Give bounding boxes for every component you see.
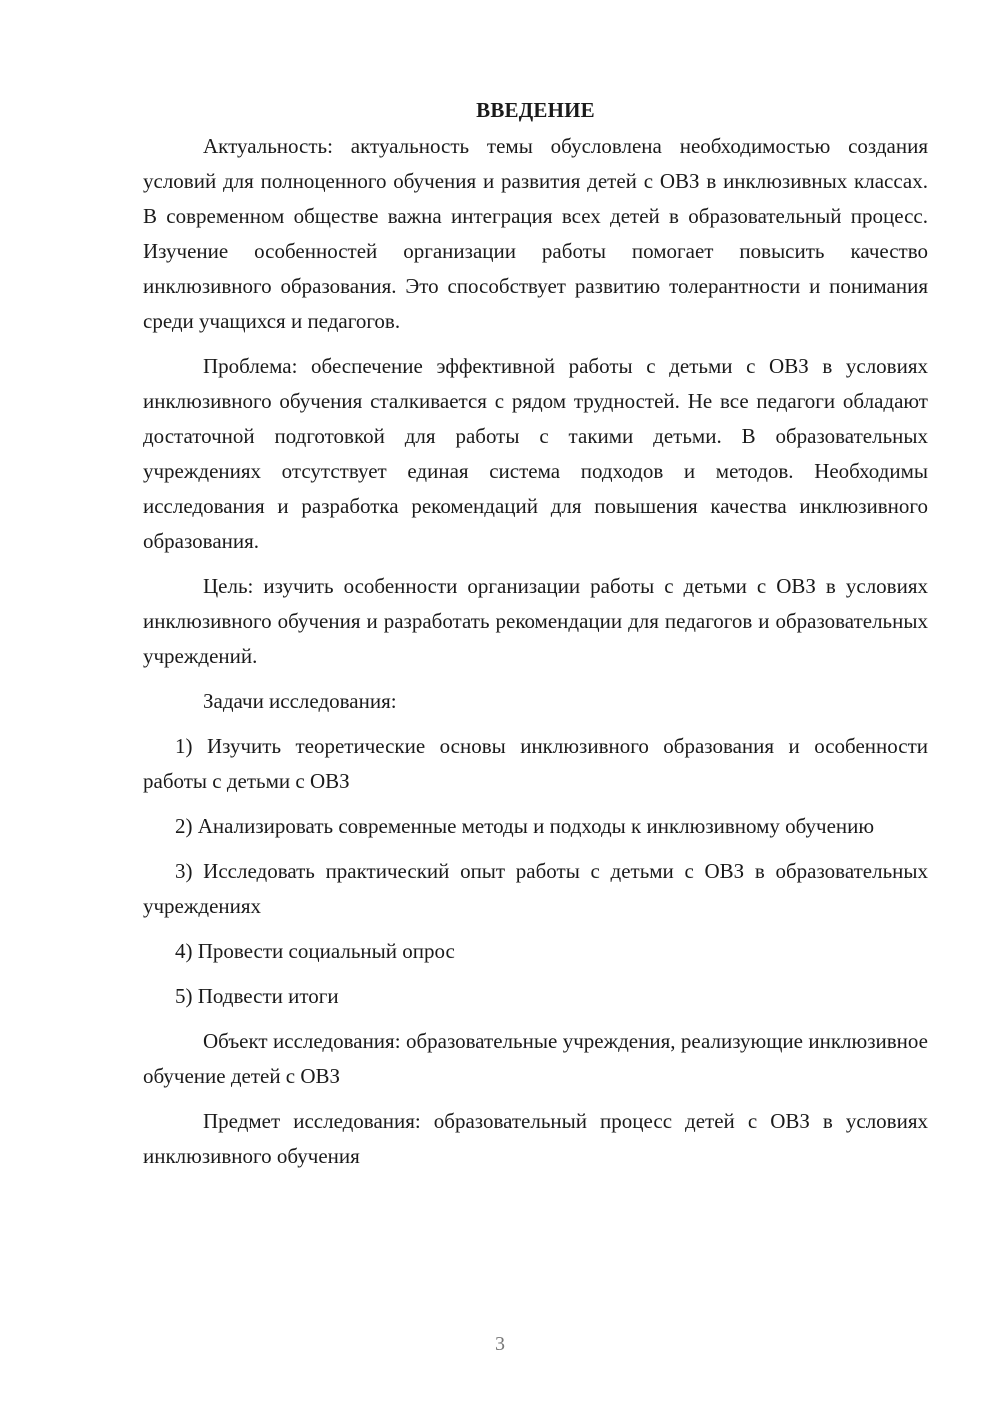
task-item: 3) Исследовать практический опыт работы с детьми с ОВЗ в образовательных учреждениях [143, 859, 928, 918]
goal-paragraph: Цель: изучить особенности организации работы с детьми с ОВЗ в условиях инклюзивного обучения и разработать рекомендации для педагогов и образовательных учреждений. [143, 574, 928, 668]
task-item: 2) Анализировать современные методы и подходы к инклюзивному обучению [175, 814, 875, 838]
research-object-paragraph: Объект исследования: образовательные учреждения, реализующие инклюзивное обучение детей с ОВЗ [143, 1029, 928, 1088]
relevance-paragraph: Актуальность: актуальность темы обусловлена необходимостью создания условий для полноценного обучения и развития детей с ОВЗ в инклюзивных классах. В современном обществе важна интеграция всех детей в образовательный процесс. Изучение особенностей организации работы помогает повысить качество инклюзивного образования. Это способствует развитию толерантности и понимания среди учащихся и педагогов. [143, 134, 928, 333]
task-item: 1) Изучить теоретические основы инклюзивного образования и особенности работы с детьми с ОВЗ [143, 734, 928, 793]
document-page [143, 95, 928, 1184]
page-number: 3 [495, 1333, 505, 1355]
task-item: 4) Провести социальный опрос [175, 939, 455, 963]
tasks-heading: Задачи исследования: [203, 689, 397, 713]
research-subject-paragraph: Предмет исследования: образовательный процесс детей с ОВЗ в условиях инклюзивного обучения [143, 1109, 928, 1168]
task-item: 5) Подвести итоги [175, 984, 339, 1008]
section-title: ВВЕДЕНИЕ [476, 98, 595, 122]
problem-paragraph: Проблема: обеспечение эффективной работы с детьми с ОВЗ в условиях инклюзивного обучения сталкивается с рядом трудностей. Не все педагоги обладают достаточной подготовкой для работы с такими детьми. В образовательных учреждениях отсутствует единая система подходов и методов. Необходимы исследования и разработка рекомендаций для повышения качества инклюзивного образования. [143, 354, 928, 553]
